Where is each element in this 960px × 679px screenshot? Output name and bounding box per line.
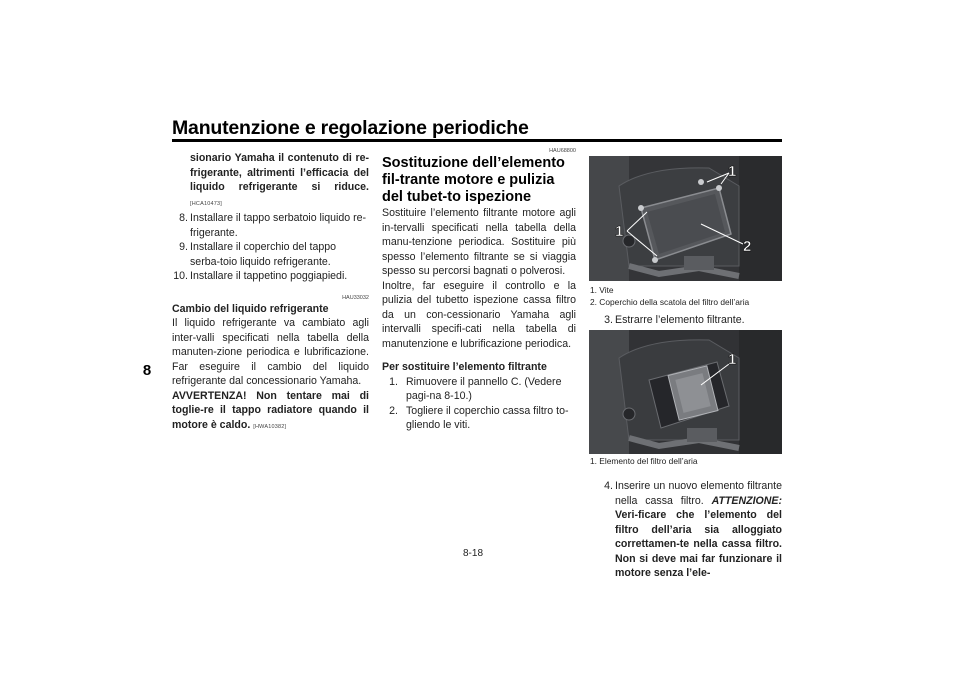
section-subtitle: Cambio del liquido refrigerante bbox=[172, 302, 329, 315]
warning-code: [HCA10473] bbox=[190, 200, 222, 207]
body-text: Il liquido refrigerante va cambiato agli inter-valli specificati nella tabella della manuten-zione periodica e lubrificazione. Far eseguire il cambio del liquido refrigerante dal concessionario Yamaha. bbox=[172, 317, 369, 387]
caption-line: 1. Vite bbox=[590, 285, 614, 295]
header-divider bbox=[172, 139, 782, 142]
air-filter-cover-photo bbox=[589, 156, 782, 281]
chapter-number: 8 bbox=[142, 362, 152, 379]
step-item: 8. Installare il tappo serbatoio liquido re-frigerante. bbox=[179, 212, 367, 239]
photo2-captions bbox=[590, 456, 790, 468]
callout-element: 1 bbox=[728, 351, 737, 368]
middle-column bbox=[382, 147, 576, 433]
continued-warning: sionario Yamaha il contenuto di re-frigerante, altrimenti l’efficacia del liquido refrigerante si riduce. [HCA10473] bbox=[190, 152, 369, 207]
step-item: 10. Installare il tappetino poggiapiedi. bbox=[173, 270, 348, 282]
warning-text: AVVERTENZA! Non tentare mai di toglie-re il tappo radiatore quando il motore è caldo. [HWA10382] bbox=[172, 389, 369, 431]
left-column bbox=[172, 151, 369, 434]
callout-cover: 2 bbox=[743, 238, 752, 255]
attention-text: Veri-ficare che l’elemento del filtro dell’aria sia alloggiato correttamen-te nella cassa filtro. Non si deve mai far funzionare il motore senza l’ele- bbox=[615, 509, 782, 579]
step-item: 1. Rimuovere il pannello C. (Vedere pagi-na 8-10.) bbox=[389, 375, 562, 402]
section-code: HAU33032 bbox=[342, 294, 369, 301]
step-item: 4. Inserire un nuovo elemento filtrante nella cassa filtro. ATTENZIONE: Veri-ficare che l’elemento del filtro dell’aria sia alloggiato correttamen-te nella cassa filtro. Non si deve mai far funzionare il motore senza l’ele- bbox=[604, 480, 782, 579]
page-number: 8-18 bbox=[463, 548, 484, 559]
page-title: Manutenzione e regolazione periodiche bbox=[172, 117, 529, 139]
body-text: Inoltre, far eseguire il controllo e la pulizia del tubetto ispezione cassa filtro da un con-cessionario Yamaha agli intervalli specifi-cati nella tabella di manutenzione e lubrificazione periodica. bbox=[382, 279, 576, 350]
body-text: Sostituire l’elemento filtrante motore agli in-tervalli specificati nella tabella della manu-tenzione periodica. Sostituire più spesso l’elemento filtrante se si viaggia spesso su percorsi bagnati o polverosi. bbox=[382, 207, 576, 277]
attention-label: ATTENZIONE: bbox=[711, 494, 782, 507]
caption-line: 1. Elemento del filtro dell’aria bbox=[590, 456, 698, 466]
procedure-subtitle: Per sostituire l’elemento filtrante bbox=[382, 361, 547, 373]
callout-screw-left: 1 bbox=[615, 223, 624, 240]
right-step-3 bbox=[597, 313, 787, 328]
warning-code: [HWA10382] bbox=[253, 423, 287, 430]
photo1-captions bbox=[590, 285, 790, 308]
right-step-4 bbox=[597, 479, 782, 581]
callout-screw-right: 1 bbox=[728, 163, 737, 180]
air-filter-element-photo bbox=[589, 330, 782, 454]
section-heading: Sostituzione dell’elemento fil-trante motore e pulizia del tubet-to ispezione bbox=[382, 155, 565, 205]
step-item: 2. Togliere il coperchio cassa filtro to-gliendo le viti. bbox=[389, 404, 569, 431]
caption-line: 2. Coperchio della scatola del filtro dell’aria bbox=[590, 296, 750, 307]
step-item: 9. Installare il coperchio del tappo serba-toio liquido refrigerante. bbox=[179, 241, 337, 268]
section-code: HAU68800 bbox=[549, 148, 576, 154]
step-item: 3. Estrarre l’elemento filtrante. bbox=[604, 314, 745, 326]
